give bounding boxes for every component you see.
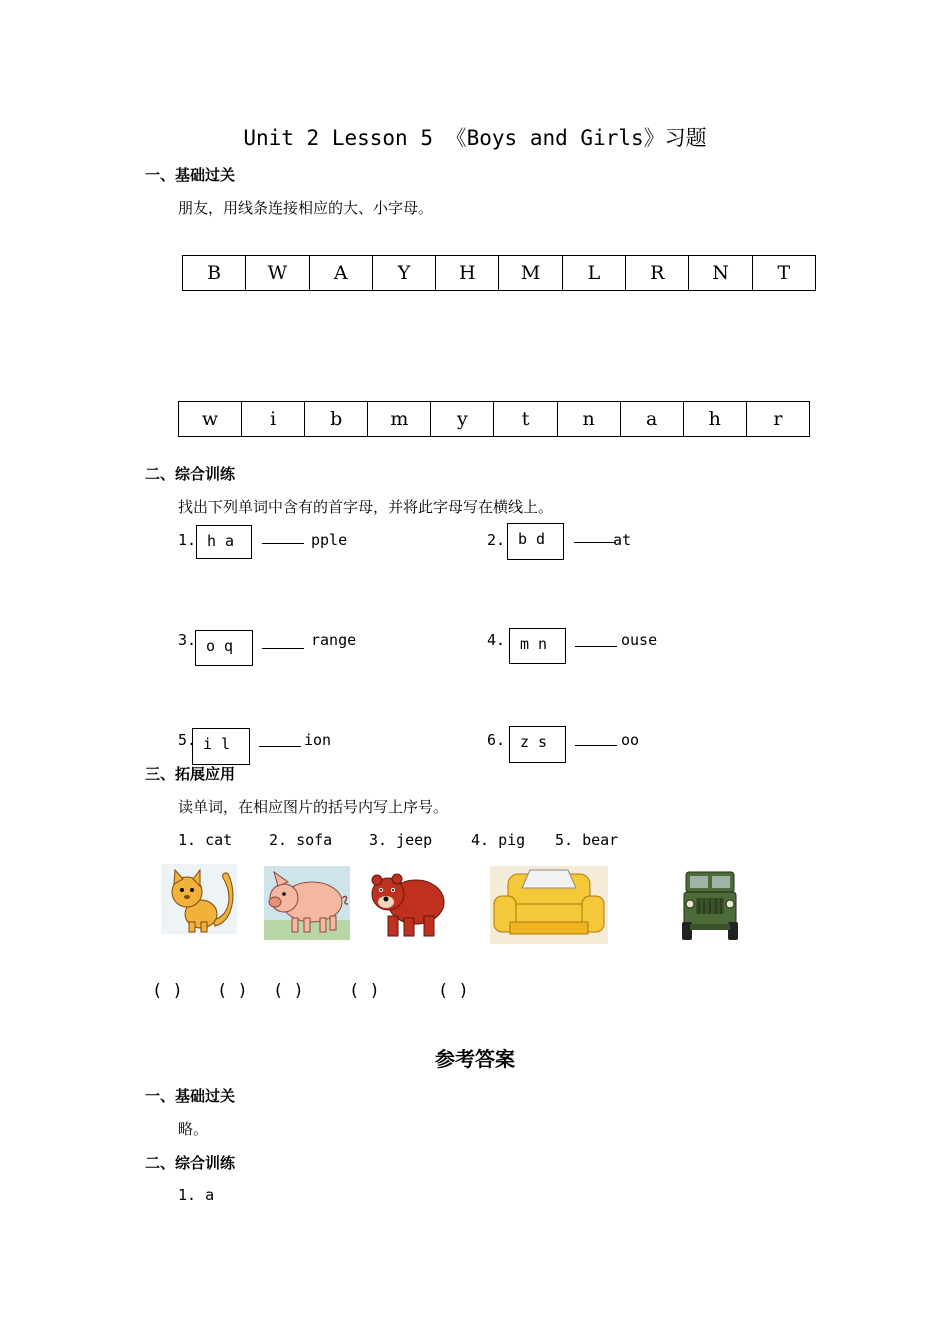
letter-choice-box: i l xyxy=(192,728,250,765)
lowercase-cell[interactable]: n xyxy=(557,402,620,437)
bear-picture xyxy=(368,866,448,940)
answer-blank[interactable] xyxy=(259,746,301,747)
word-suffix: oo xyxy=(621,731,640,749)
uppercase-cell[interactable]: Y xyxy=(372,256,435,291)
word-item: 5. bear xyxy=(555,831,619,849)
letter-choice-box: z s xyxy=(509,726,566,763)
uppercase-cell[interactable]: A xyxy=(309,256,372,291)
word-item: 2. sofa xyxy=(269,831,333,849)
item-number: 6. xyxy=(487,731,506,749)
letter-choice-box: o q xyxy=(195,630,253,666)
word-suffix: pple xyxy=(311,531,348,549)
lowercase-table xyxy=(178,401,810,437)
uppercase-cell[interactable]: M xyxy=(499,256,562,291)
word-item: 4. pig xyxy=(471,831,526,849)
item-number: 4. xyxy=(487,631,506,649)
answers-section-1-text: 略。 xyxy=(178,1120,209,1138)
letter-choice-box: h a xyxy=(196,525,252,559)
answers-section-2-heading: 二、综合训练 xyxy=(145,1154,236,1172)
answer-parentheses[interactable]: ( ) xyxy=(438,981,469,1001)
answer-parentheses[interactable]: ( ) xyxy=(349,981,380,1001)
sofa-picture xyxy=(490,866,608,944)
lowercase-cell[interactable]: y xyxy=(431,402,494,437)
cat-picture xyxy=(161,864,237,934)
uppercase-cell[interactable]: T xyxy=(752,256,815,291)
word-suffix: range xyxy=(311,631,357,649)
section-3-instruction: 读单词，在相应图片的括号内写上序号。 xyxy=(178,798,449,816)
lowercase-cell[interactable]: m xyxy=(368,402,431,437)
lowercase-cell[interactable]: b xyxy=(305,402,368,437)
jeep-picture xyxy=(682,868,738,942)
item-number: 1. xyxy=(178,531,197,549)
answer-parentheses[interactable]: ( ) xyxy=(217,981,248,1001)
uppercase-cell[interactable]: H xyxy=(436,256,499,291)
answers-title: 参考答案 xyxy=(435,1047,515,1071)
section-2-instruction: 找出下列单词中含有的首字母，并将此字母写在横线上。 xyxy=(178,498,554,516)
lowercase-cell[interactable]: t xyxy=(494,402,557,437)
letter-choice-box: b d xyxy=(507,523,564,560)
answer-blank[interactable] xyxy=(262,543,304,544)
uppercase-cell[interactable]: R xyxy=(626,256,689,291)
answers-section-2-text: 1. a xyxy=(178,1186,215,1204)
item-number: 2. xyxy=(487,531,506,549)
uppercase-cell[interactable]: N xyxy=(689,256,752,291)
word-item: 1. cat xyxy=(178,831,233,849)
lowercase-cell[interactable]: w xyxy=(179,402,242,437)
answers-section-1-heading: 一、基础过关 xyxy=(145,1087,236,1105)
section-3-heading: 三、拓展应用 xyxy=(145,765,236,783)
word-suffix: ion xyxy=(304,731,332,749)
answer-blank[interactable] xyxy=(575,646,617,647)
lowercase-cell[interactable]: h xyxy=(683,402,746,437)
section-1-instruction: 朋友，用线条连接相应的大、小字母。 xyxy=(178,199,434,217)
section-2-heading: 二、综合训练 xyxy=(145,465,236,483)
word-suffix: ouse xyxy=(621,631,658,649)
answer-blank[interactable] xyxy=(575,745,617,746)
page-title: Unit 2 Lesson 5 《Boys and Girls》习题 xyxy=(243,126,707,150)
answer-blank[interactable] xyxy=(262,648,304,649)
lowercase-cell[interactable]: i xyxy=(242,402,305,437)
pig-picture xyxy=(264,866,350,940)
answer-parentheses[interactable]: ( ) xyxy=(152,981,183,1001)
answer-parentheses[interactable]: ( ) xyxy=(273,981,304,1001)
word-item: 3. jeep xyxy=(369,831,433,849)
section-1-heading: 一、基础过关 xyxy=(145,166,236,184)
uppercase-cell[interactable]: W xyxy=(246,256,309,291)
uppercase-cell[interactable]: B xyxy=(183,256,246,291)
uppercase-cell[interactable]: L xyxy=(562,256,625,291)
lowercase-cell[interactable]: r xyxy=(746,402,809,437)
item-number: 5. xyxy=(178,731,197,749)
item-number: 3. xyxy=(178,631,197,649)
lowercase-cell[interactable]: a xyxy=(620,402,683,437)
letter-choice-box: m n xyxy=(509,628,566,664)
uppercase-table xyxy=(182,255,816,291)
word-suffix: at xyxy=(613,531,632,549)
answer-blank[interactable] xyxy=(574,542,616,543)
